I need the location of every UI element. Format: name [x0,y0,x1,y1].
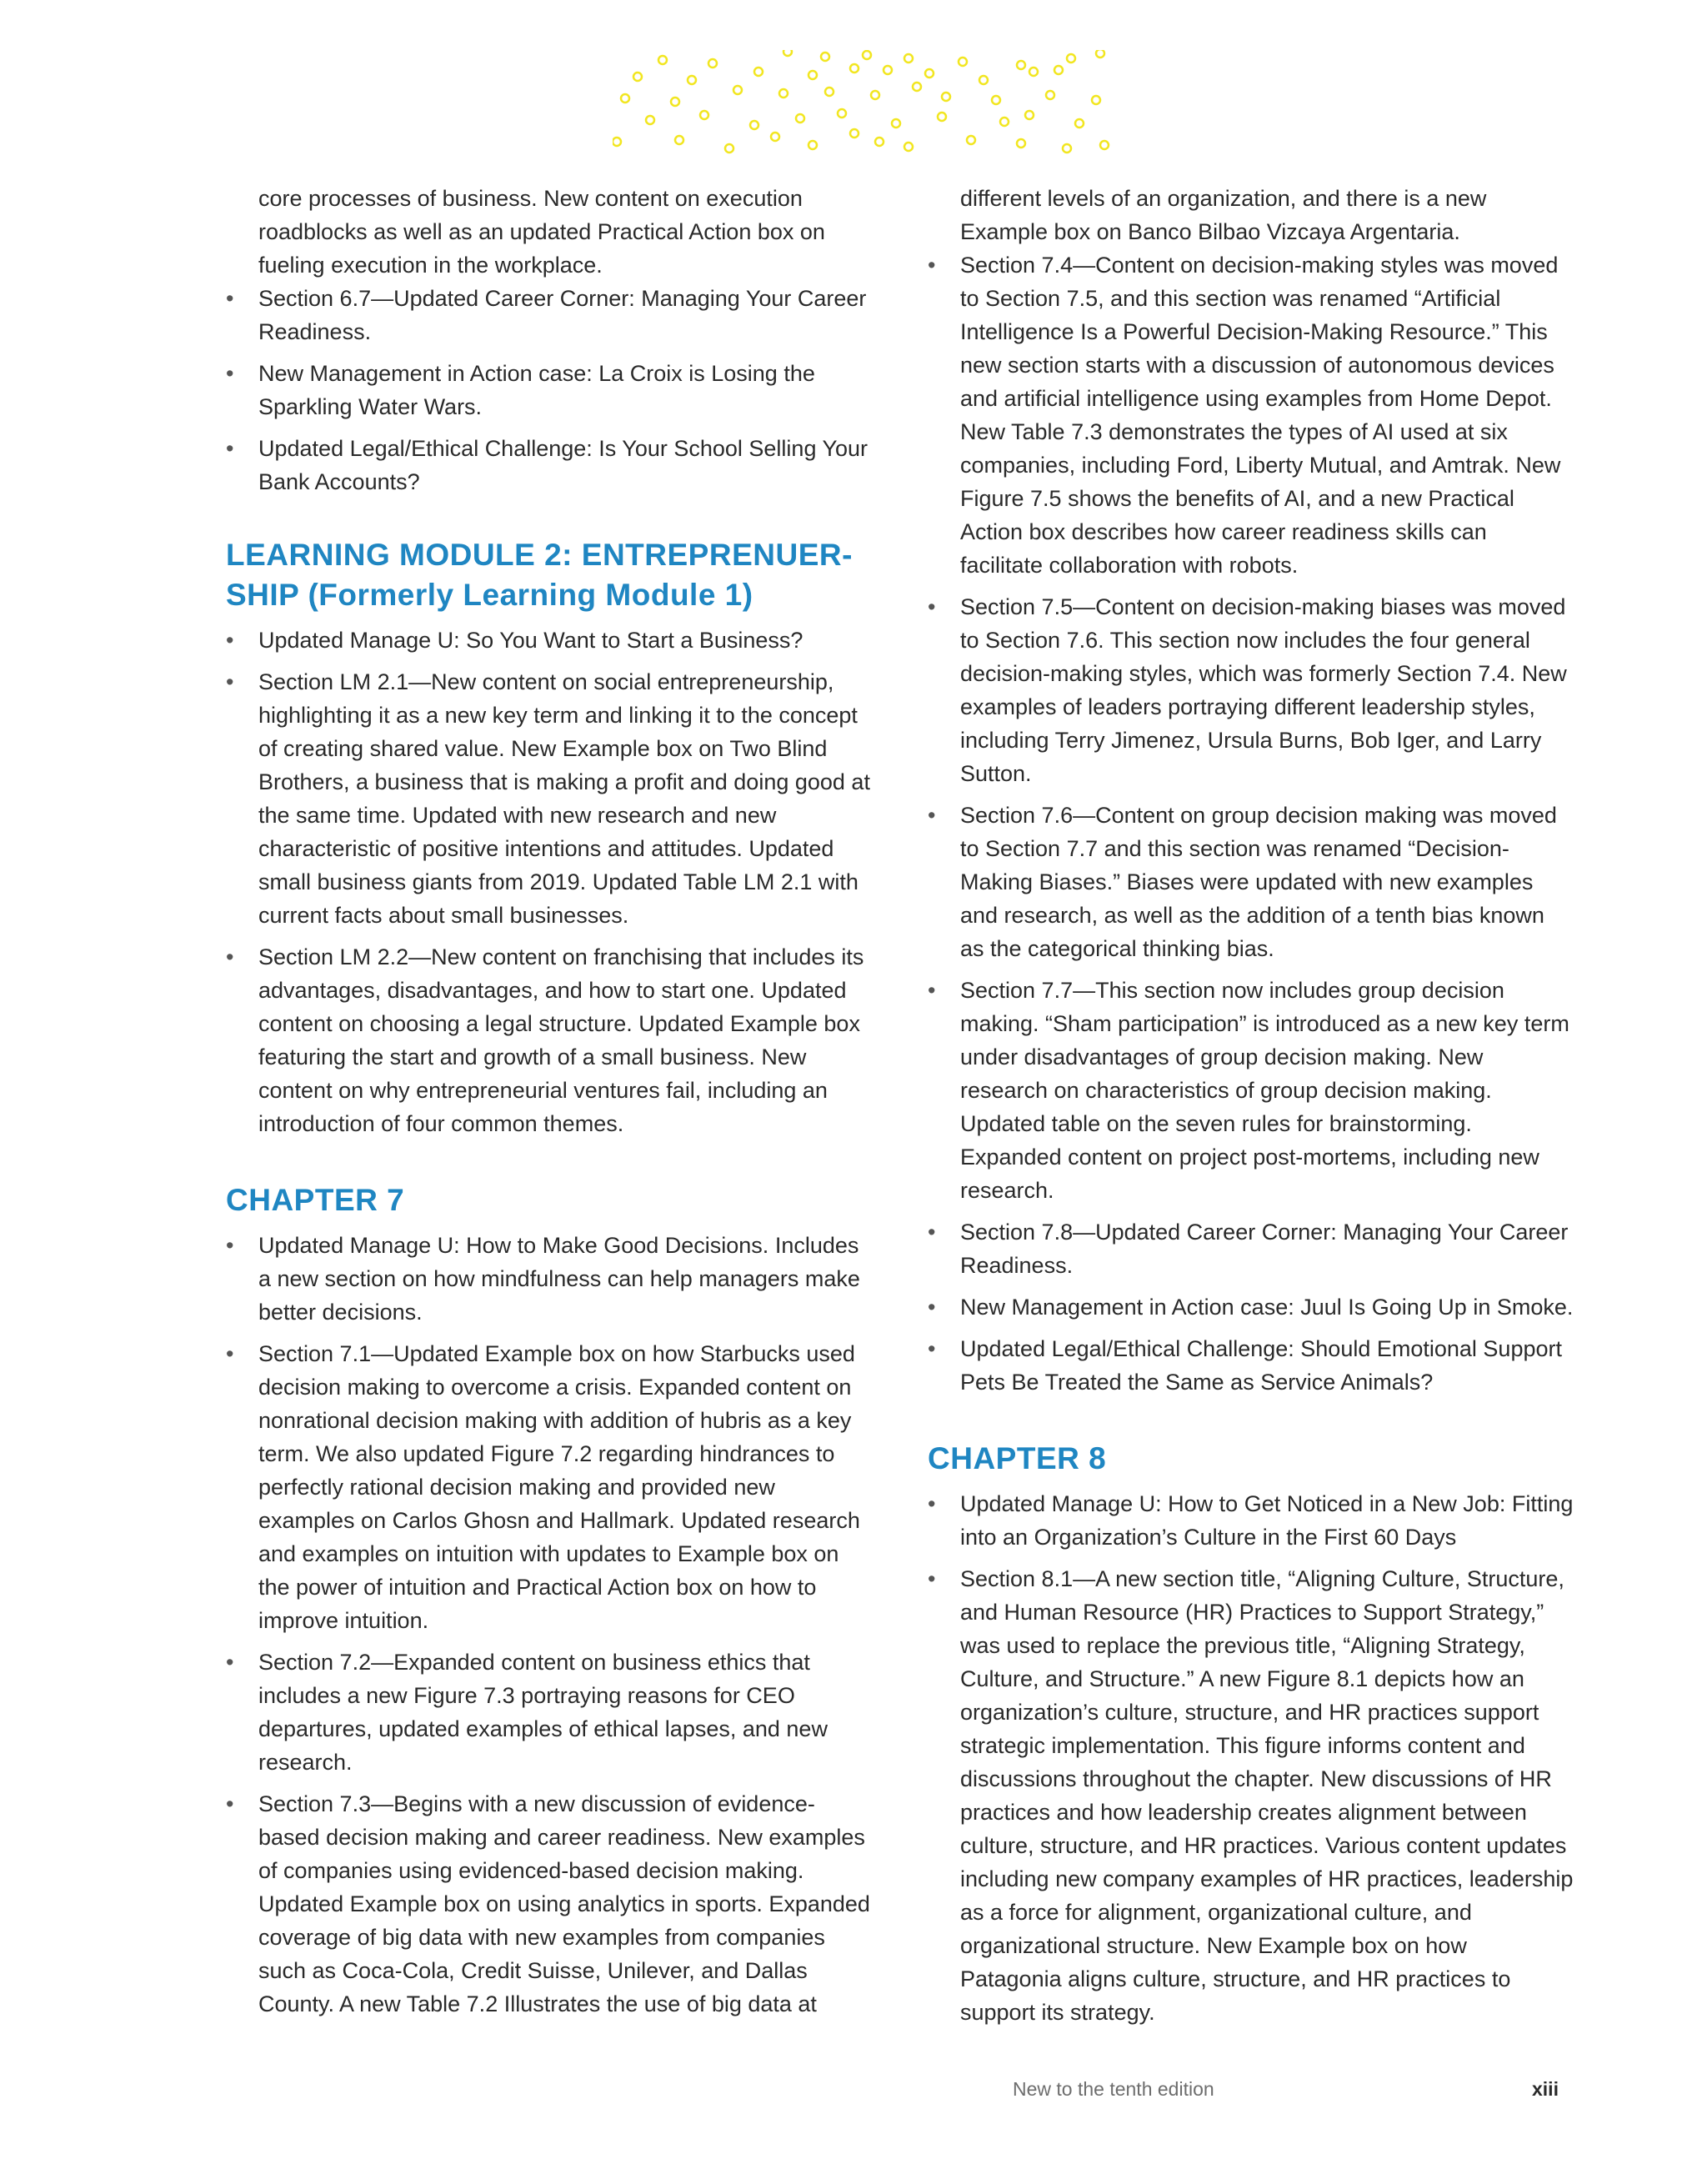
yellow-dot [1046,91,1054,99]
yellow-dot [1000,118,1009,126]
yellow-dot [913,83,921,91]
yellow-dot [942,93,950,101]
yellow-dot [992,96,1000,104]
yellow-dot [658,56,667,64]
yellow-dot [1100,141,1109,149]
bullet-list-chapter-7 [223,1229,872,2021]
continued-paragraph: different levels of an organization, and there is a new Example box on Banco Bilbao Vizcaya Argentaria. [960,186,1487,244]
yellow-dot [708,59,717,68]
yellow-dot [671,98,679,106]
section-heading-chapter-8: CHAPTER 8 [928,1441,1107,1475]
yellow-dot [1017,139,1025,148]
yellow-dot [875,138,884,146]
yellow-dot [959,58,967,66]
yellow-dot [688,76,696,84]
list-item: • Updated Legal/Ethical Challenge: Should Emotional Support Pets Be Treated the Same as Service Animals? [925,1332,1574,1399]
section-heading-learning-module-2: LEARNING MODULE 2: ENTREPRENUER- SHIP (Formerly Learning Module 1) [226,538,853,612]
yellow-dot [750,121,758,129]
yellow-dot [892,119,900,128]
yellow-dot [621,94,629,103]
yellow-dot [613,138,621,146]
list-item: • Section LM 2.1—New content on social entrepreneurship, highlighting it as a new key term and linking it to the concept of creating shared value. New Example box on Two Blind Brothers, a business that is making a profit and doing good at the same time. Updated with new research and new characteristic of positive intentions and attitudes. Updated small business giants from 2019. Updated Table LM 2.1 with current facts about small businesses. [223,665,872,932]
list-item: • Section 6.7—Updated Career Corner: Managing Your Career Readiness. [223,282,872,348]
continued-paragraph: core processes of business. New content on execution roadblocks as well as an updated Practical Action box on fueling execution in the workplace. [258,186,825,278]
left-column [223,182,872,2029]
section-heading-chapter-7: CHAPTER 7 [226,1183,405,1217]
list-item: • Updated Legal/Ethical Challenge: Is Your School Selling Your Bank Accounts? [223,432,872,498]
yellow-dot [979,76,988,84]
list-item: • Section LM 2.2—New content on franchising that includes its advantages, disadvantages, and how to start one. Updated content on choosing a legal structure. Updated Example box featuring the start and growth of a small business. New content on why entrepreneurial ventures fail, including an introduction of four common themes. [223,940,872,1140]
yellow-dot [771,133,779,141]
yellow-dot [796,114,804,123]
yellow-dot [808,71,817,79]
list-item: • Section 7.8—Updated Career Corner: Managing Your Career Readiness. [925,1215,1574,1282]
yellow-dot [838,109,846,118]
yellow-dot [850,129,859,138]
bullet-list-module-2 [223,624,872,1140]
yellow-dot [779,89,788,98]
bullet-list-chapter-8 [925,1487,1574,2029]
right-column [925,182,1574,2037]
yellow-dot [633,73,642,81]
page-number: xiii [1532,2078,1559,2100]
list-item: • Section 8.1—A new section title, “Aligning Culture, Structure, and Human Resource (HR) Practices to Support Strategy,” was used to replace the previous title, “Aligning Strategy, Culture, and Structure.” A new Figure 8.1 depicts how an organization’s culture, structure, and HR practices support strategic implementation. This figure informs content and discussions throughout the chapter. New discussions of HR practices and how leadership creates alignment between culture, structure, and HR practices. Various content updates including new company examples of HR practices, leadership as a force for alignment, organizational culture, and organizational structure. New Example box on how Patagonia aligns culture, structure, and HR practices to support its strategy. [925,1562,1574,2029]
yellow-dot [967,136,975,144]
yellow-dot [725,144,733,153]
yellow-dot [850,64,859,73]
list-item: • New Management in Action case: Juul Is Going Up in Smoke. [925,1290,1574,1324]
list-item: • Updated Manage U: How to Make Good Decisions. Includes a new section on how mindfulness can help managers make better decisions. [223,1229,872,1329]
bullet-list-chapter-7-cont [925,248,1574,1399]
yellow-dot [904,54,913,63]
list-item: • Section 7.3—Begins with a new discussion of evidence-based decision making and career readiness. New examples of companies using evidenced-based decision making. Updated Example box on using analytics in sports. Expanded coverage of big data with new examples from companies such as Coca-Cola, Credit Suisse, Unilever, and Dallas County. A new Table 7.2 Illustrates the use of big data at [223,1787,872,2021]
yellow-dot [825,88,833,96]
list-item: • New Management in Action case: La Croix is Losing the Sparkling Water Wars. [223,357,872,423]
yellow-dot [675,136,683,144]
yellow-dot [1017,61,1025,69]
list-item: • Updated Manage U: So You Want to Start a Business? [223,624,872,657]
yellow-dot [1054,66,1063,74]
bullet-list-top [223,282,872,498]
yellow-dot [884,66,892,74]
list-item: • Section 7.2—Expanded content on business ethics that includes a new Figure 7.3 portraying reasons for CEO departures, updated examples of ethical lapses, and new research. [223,1646,872,1779]
yellow-dot [1067,54,1075,63]
list-item: • Section 7.4—Content on decision-making styles was moved to Section 7.5, and this section was renamed “Artificial Intelligence Is a Powerful Decision-Making Resource.” This new section starts with a discussion of autonomous devices and artificial intelligence using examples from Home Depot. New Table 7.3 demonstrates the types of AI used at six companies, including Ford, Liberty Mutual, and Amtrak. New Figure 7.5 shows the benefits of AI, and a new Practical Action box describes how career readiness skills can facilitate collaboration with robots. [925,248,1574,582]
yellow-dot-pattern-icon [613,50,1113,154]
yellow-dot [821,53,829,61]
yellow-dot [1075,119,1084,128]
list-item: • Updated Manage U: How to Get Noticed in a New Job: Fitting into an Organization’s Culture in the First 60 Days [925,1487,1574,1554]
yellow-dot [1063,144,1071,153]
yellow-dot [925,69,934,78]
yellow-dot [1096,50,1104,58]
yellow-dot [1029,68,1038,76]
list-item: • Section 7.1—Updated Example box on how Starbucks used decision making to overcome a crisis. Expanded content on nonrational decision making with addition of hubris as a key term. We also updated Figure 7.2 regarding hindrances to perfectly rational decision making and provided new examples on Carlos Ghosn and Hallmark. Updated research and examples on intuition with updates to Example box on the power of intuition and Practical Action box on how to improve intuition. [223,1337,872,1637]
yellow-dot [733,86,742,94]
yellow-dot [783,50,792,56]
yellow-dot [904,143,913,151]
yellow-dot [646,116,654,124]
yellow-dot [1092,96,1100,104]
yellow-dot [938,113,946,121]
list-item: • Section 7.7—This section now includes group decision making. “Sham participation” is introduced as a new key term under disadvantages of group decision making. New research on characteristics of group decision making. Updated table on the seven rules for brainstorming. Expanded content on project post-mortems, including new research. [925,974,1574,1207]
footer-label: New to the tenth edition [1013,2078,1214,2100]
list-item: • Section 7.6—Content on group decision making was moved to Section 7.7 and this section was renamed “Decision-Making Biases.” Biases were updated with new examples and research, as well as the addition of a tenth bias known as the categorical thinking bias. [925,799,1574,965]
yellow-dot [1025,111,1034,119]
list-item: • Section 7.5—Content on decision-making biases was moved to Section 7.6. This section now includes the four general decision-making styles, which was formerly Section 7.4. New examples of leaders portraying different leadership styles, including Terry Jimenez, Ursula Burns, Bob Iger, and Larry Sutton. [925,590,1574,790]
yellow-dot [863,51,871,59]
yellow-dot [871,91,879,99]
yellow-dot [754,68,763,76]
yellow-dot [808,141,817,149]
yellow-dot [700,111,708,119]
